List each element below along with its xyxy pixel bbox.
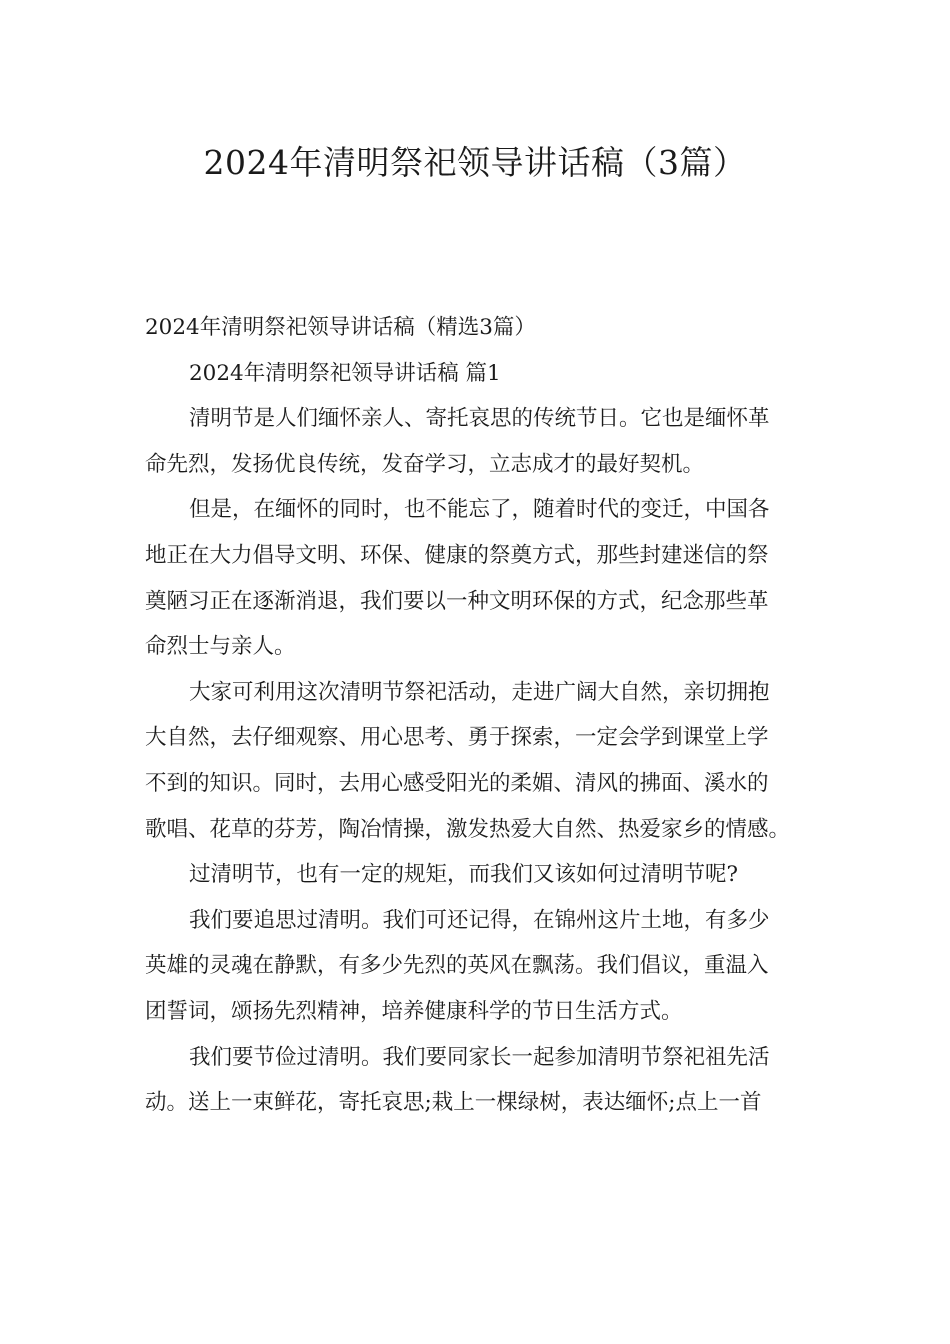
paragraph-line: 但是，在缅怀的同时，也不能忘了，随着时代的变迁，中国各 [189,497,770,523]
document-title: 2024年清明祭祀领导讲话稿（3篇） [203,143,747,182]
paragraph-line: 不到的知识。同时，去用心感受阳光的柔媚、清风的拂面、溪水的 [145,770,769,796]
subtitle: 2024年清明祭祀领导讲话稿（精选3篇） [145,315,536,340]
paragraph-line: 我们要追思过清明。我们可还记得，在锦州这片土地，有多少 [189,907,770,933]
section-heading: 2024年清明祭祀领导讲话稿 篇1 [189,360,501,386]
paragraph-line: 大家可利用这次清明节祭祀活动，走进广阔大自然，亲切拥抱 [189,679,770,705]
paragraph-line: 命先烈，发扬优良传统，发奋学习，立志成才的最好契机。 [145,451,705,477]
paragraph-line: 过清明节，也有一定的规矩，而我们又该如何过清明节呢? [189,862,739,888]
paragraph-line: 地正在大力倡导文明、环保、健康的祭奠方式，那些封建迷信的祭 [145,542,769,568]
paragraph-line: 歌唱、花草的芬芳，陶冶情操，激发热爱大自然、热爱家乡的情感。 [145,816,791,842]
paragraph-line: 清明节是人们缅怀亲人、寄托哀思的传统节日。它也是缅怀革 [189,406,770,432]
paragraph-line: 英雄的灵魂在静默，有多少先烈的英风在飘荡。我们倡议，重温入 [145,953,769,979]
paragraph-line: 动。送上一束鲜花，寄托哀思;栽上一棵绿树，表达缅怀;点上一首 [145,1090,762,1116]
paragraph-line: 团誓词，颂扬先烈精神，培养健康科学的节日生活方式。 [145,998,683,1024]
document-body [145,305,815,1126]
paragraph-line: 奠陋习正在逐渐消退，我们要以一种文明环保的方式，纪念那些革 [145,588,769,614]
paragraph-line: 大自然，去仔细观察、用心思考、勇于探索，一定会学到课堂上学 [145,725,769,751]
paragraph-line: 命烈士与亲人。 [145,634,296,660]
paragraph-line: 我们要节俭过清明。我们要同家长一起参加清明节祭祀祖先活 [189,1044,770,1070]
